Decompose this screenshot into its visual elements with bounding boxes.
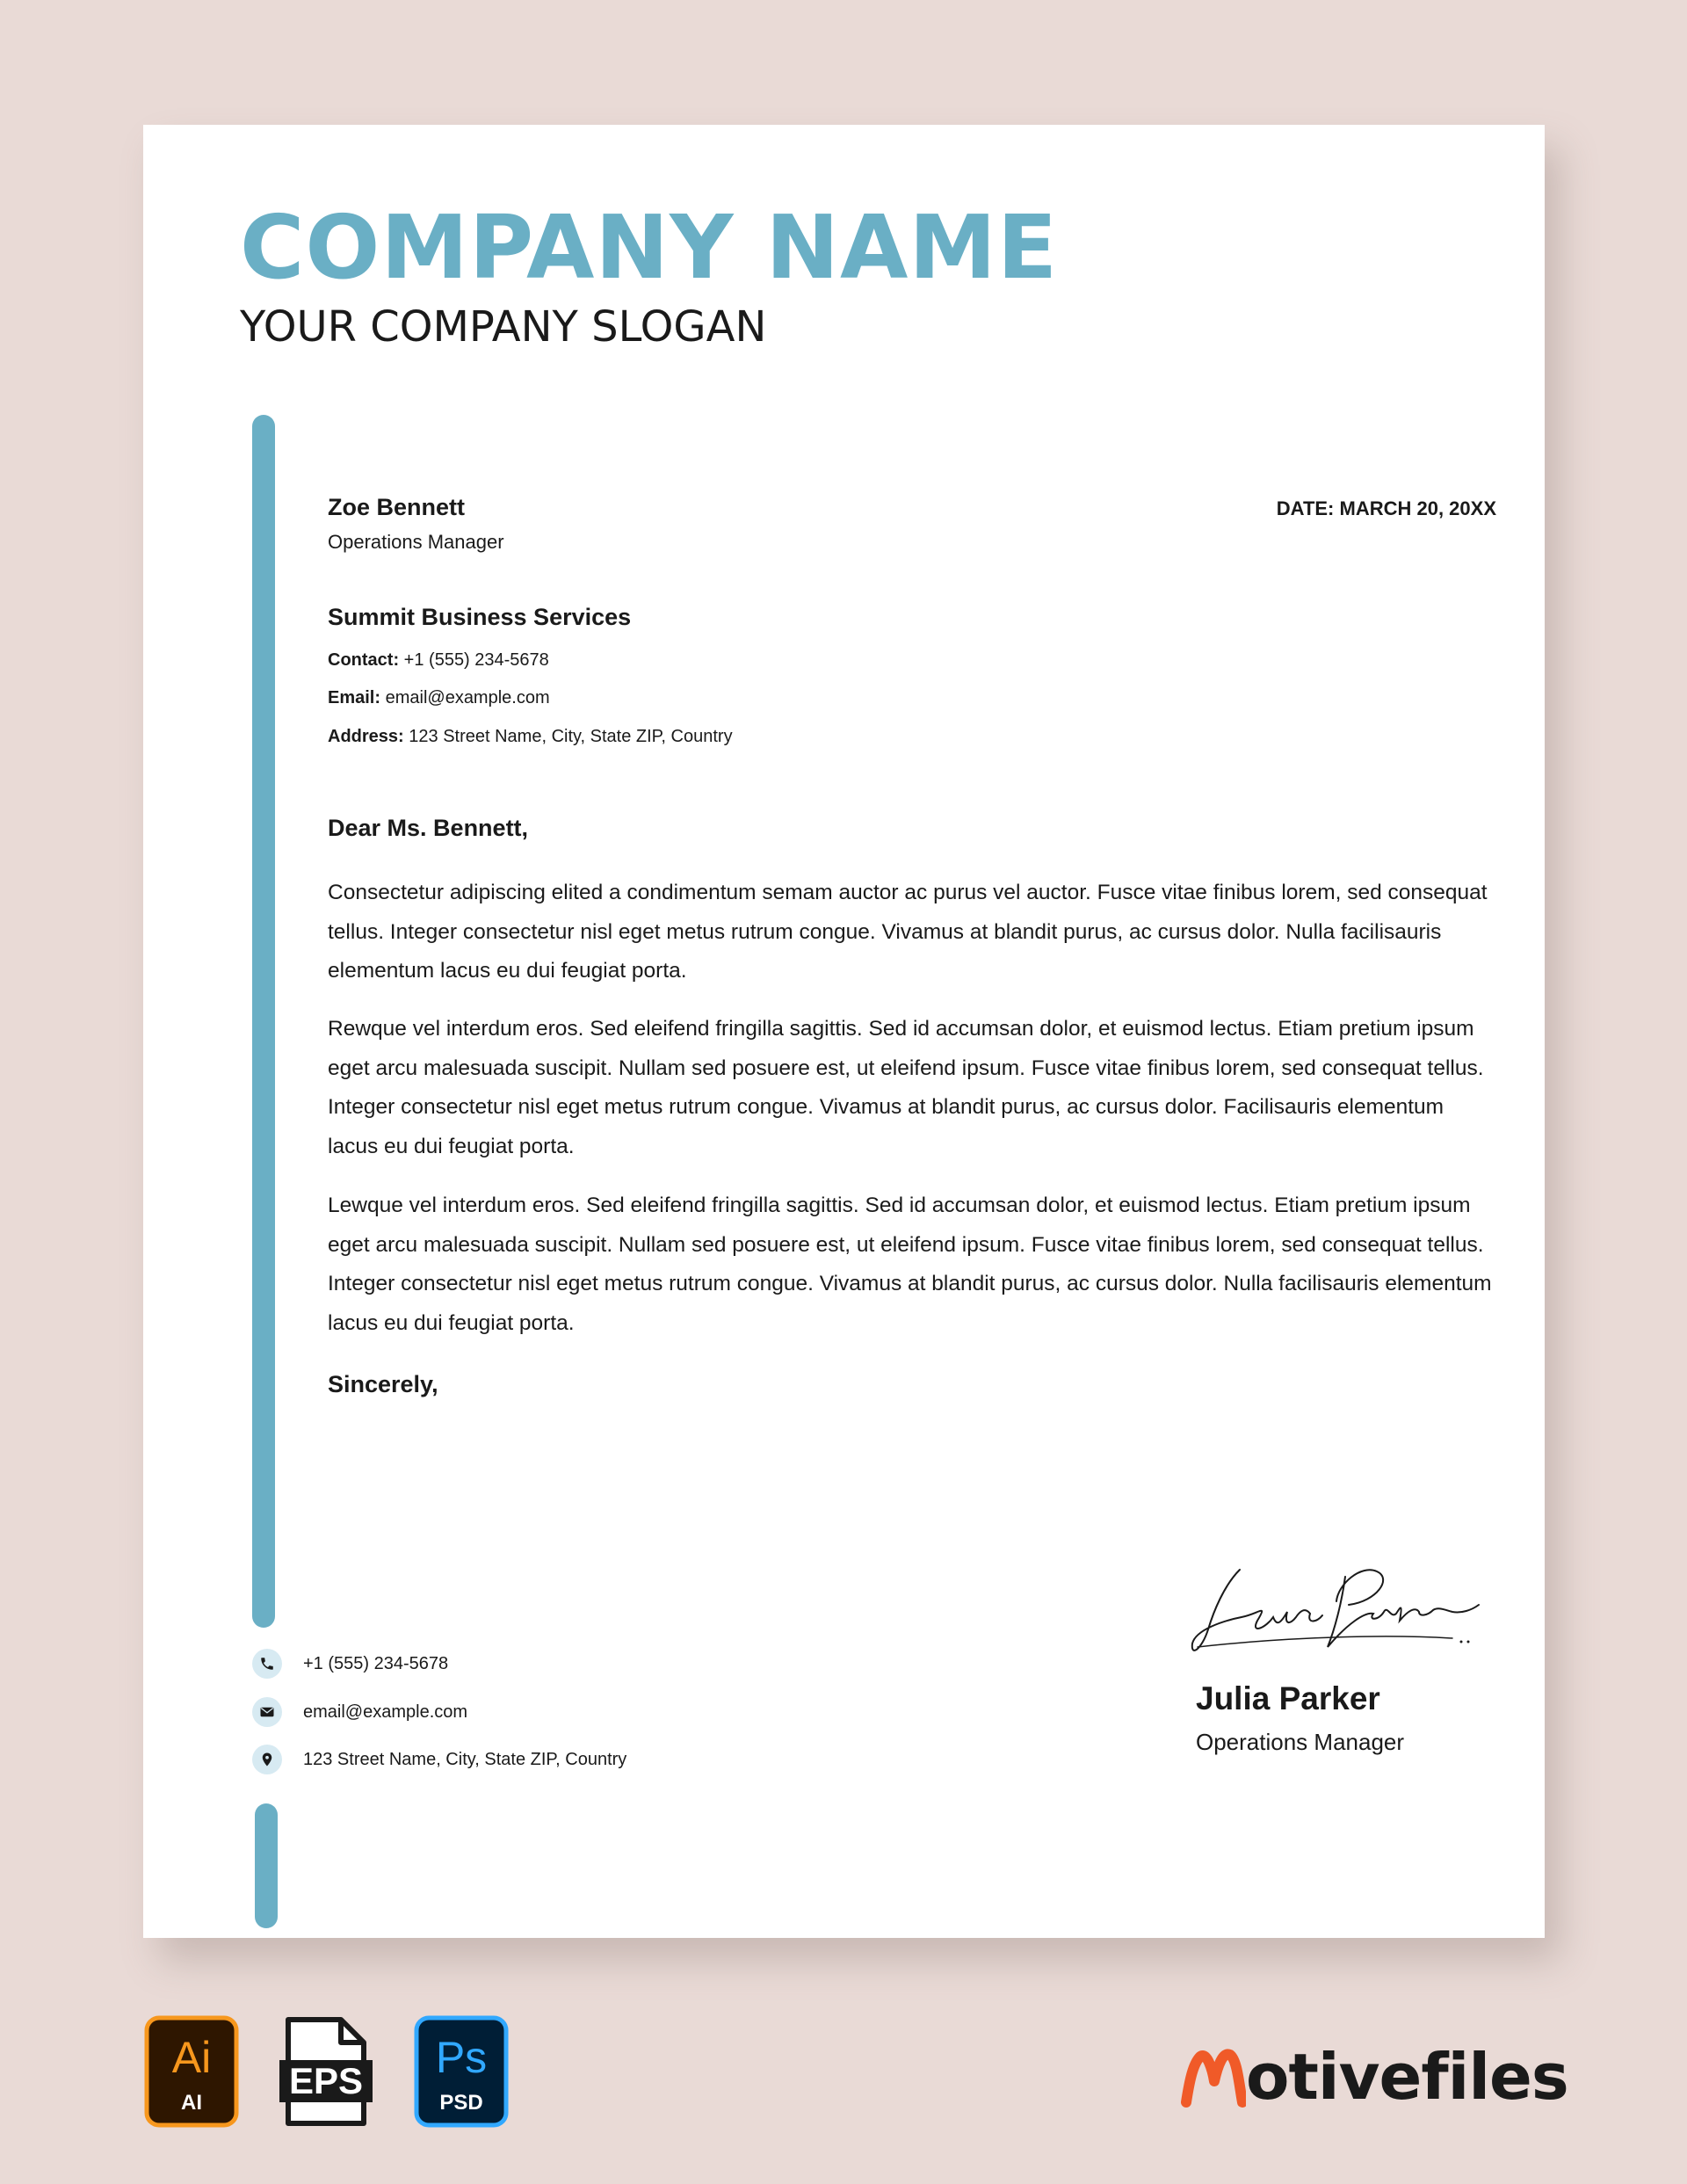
sender-name: Zoe Bennett	[328, 494, 466, 520]
recipient-email	[328, 688, 550, 708]
footer-phone-text: +1 (555) 234-5678	[303, 1653, 449, 1673]
ai-glyph: Ai	[171, 2033, 212, 2082]
signer-name: Julia Parker	[1196, 1680, 1380, 1716]
recipient-contact	[328, 650, 549, 671]
footer-address-text: 123 Street Name, City, State ZIP, Country	[303, 1749, 627, 1769]
email-label: Email:	[328, 688, 381, 707]
eps-file-icon	[278, 2014, 374, 2133]
email-value: email@example.com	[385, 688, 550, 707]
footer-address	[252, 1745, 626, 1774]
salutation: Dear Ms. Bennett,	[328, 815, 529, 841]
body-paragraph-3: Lewque vel interdum eros. Sed eleifend fringilla sagittis. Sed id accumsan dolor, et euismod lectus. Etiam pretium ipsum eget arcu malesuada suscipit. Nullam sed posuere est, ut eleifend ipsum. Fusce vitae finibus lorem, sed consequat tellus. Integer consectetur nisl eget metus rutrum congue. Vivamus at blandit purus, ac cursus dolor. Nulla facilisauris elementum lacus eu dui feugiat porta.	[328, 1194, 1492, 1335]
footer-email	[252, 1697, 467, 1727]
recipient-company: Summit Business Services	[328, 604, 632, 630]
letter-date: DATE: MARCH 20, 20XX	[1276, 497, 1496, 519]
brand-name: otivefiles	[1246, 2040, 1568, 2114]
company-name: COMPANY NAME	[240, 196, 1059, 299]
letterhead-page	[143, 125, 1545, 1938]
ps-glyph: Ps	[435, 2033, 488, 2082]
motivefiles-m-icon	[1181, 2044, 1246, 2109]
contact-value: +1 (555) 234-5678	[403, 650, 549, 670]
address-label: Address:	[328, 727, 404, 746]
ai-label: AI	[181, 2091, 202, 2115]
accent-bar	[252, 415, 275, 1628]
psd-label: PSD	[439, 2091, 483, 2115]
recipient-address	[328, 727, 733, 747]
footer-email-text: email@example.com	[303, 1701, 468, 1722]
body-paragraph-1: Consectetur adipiscing elited a condimentum semam auctor ac purus vel auctor. Fusce vitae finibus lorem, sed consequat tellus. Integer consectetur nisl eget metus rutrum congue. Vivamus at blandit purus, ac cursus dolor. Nulla facilisauris elementum lacus eu dui feugiat porta.	[328, 881, 1488, 983]
contact-label: Contact:	[328, 650, 400, 670]
motivefiles-logo	[1181, 2037, 1568, 2116]
eps-glyph: EPS	[288, 2060, 364, 2101]
company-slogan: YOUR COMPANY SLOGAN	[240, 302, 767, 352]
handwritten-signature	[1189, 1559, 1488, 1665]
address-value: 123 Street Name, City, State ZIP, Country	[409, 727, 733, 746]
footer-phone	[252, 1649, 448, 1679]
accent-bar-bottom	[255, 1803, 278, 1928]
email-icon	[252, 1697, 282, 1727]
sender-title: Operations Manager	[328, 531, 504, 553]
adobe-illustrator-icon	[143, 2014, 240, 2133]
adobe-photoshop-icon	[413, 2014, 510, 2133]
closing: Sincerely,	[328, 1371, 438, 1397]
location-pin-icon	[252, 1745, 282, 1774]
phone-icon	[252, 1649, 282, 1679]
body-paragraph-2: Rewque vel interdum eros. Sed eleifend fringilla sagittis. Sed id accumsan dolor, et euismod lectus. Etiam pretium ipsum eget arcu malesuada suscipit. Nullam sed posuere est, ut eleifend ipsum. Fusce vitae finibus lorem, sed consequat tellus. Integer consectetur nisl eget metus rutrum congue. Vivamus at blandit purus, ac cursus dolor. Facilisauris elementum lacus eu dui feugiat porta.	[328, 1017, 1484, 1158]
signer-title: Operations Manager	[1196, 1729, 1405, 1755]
